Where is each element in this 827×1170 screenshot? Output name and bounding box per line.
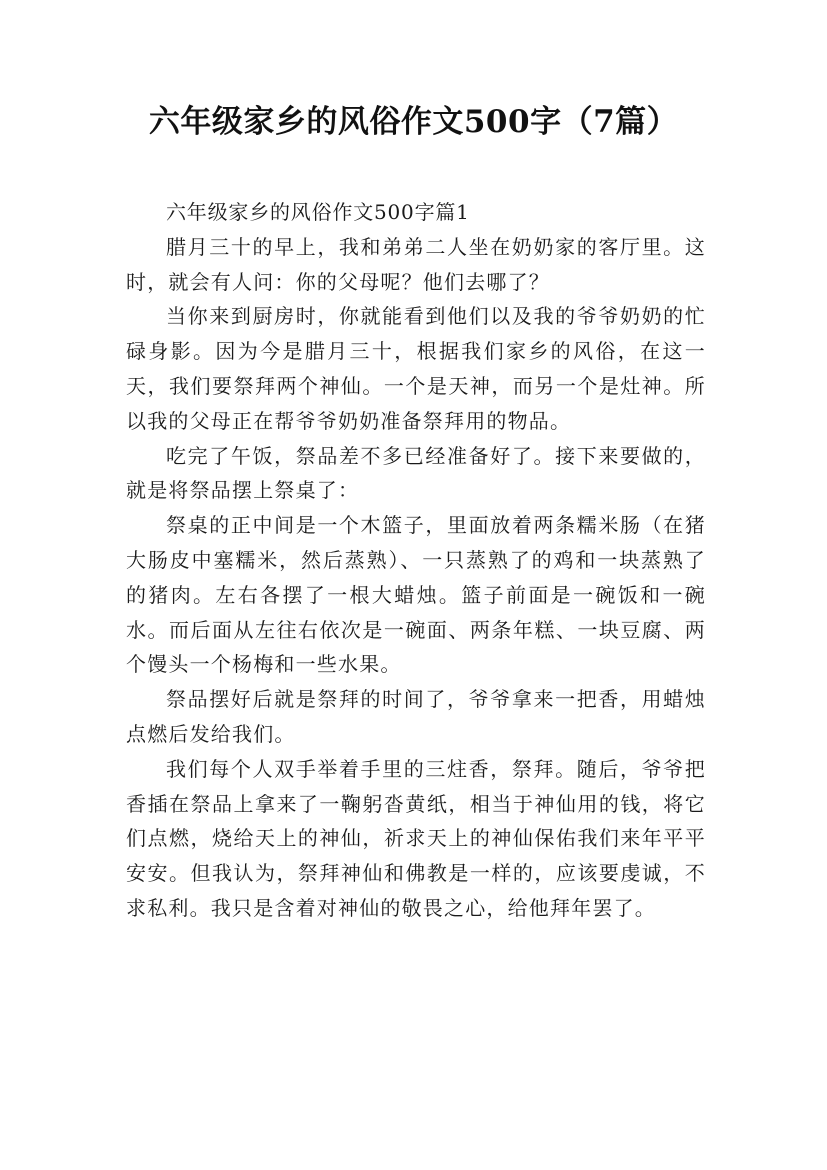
document-title: 六年级家乡的风俗作文500字（7篇）	[148, 104, 679, 140]
paragraph: 吃完了午饭，祭品差不多已经准备好了。接下来要做的，就是将祭品摆上祭桌了：	[126, 443, 706, 503]
document-body	[126, 195, 706, 926]
paragraph: 祭桌的正中间是一个木篮子，里面放着两条糯米肠（在猪大肠皮中塞糯米，然后蒸熟）、一只蒸熟了的鸡和一块蒸熟了的猪肉。左右各摆了一根大蜡烛。篮子前面是一碗饭和一碗水。而后面从左往右依次是一碗面、两条年糕、一块豆腐、两个馒头一个杨梅和一些水果。	[126, 513, 706, 677]
essay-subtitle: 六年级家乡的风俗作文500字篇1	[166, 200, 470, 224]
paragraph: 祭品摆好后就是祭拜的时间了，爷爷拿来一把香，用蜡烛点燃后发给我们。	[126, 687, 706, 746]
paragraph: 当你来到厨房时，你就能看到他们以及我的爷爷奶奶的忙碌身影。因为今是腊月三十，根据我们家乡的风俗，在这一天，我们要祭拜两个神仙。一个是天神，而另一个是灶神。所以我的父母正在帮爷爷奶奶准备祭拜用的物品。	[126, 304, 706, 433]
paragraph: 腊月三十的早上，我和弟弟二人坐在奶奶家的客厅里。这时，就会有人问：你的父母呢？他们去哪了？	[126, 234, 706, 294]
paragraph: 我们每个人双手举着手里的三炷香，祭拜。随后，爷爷把香插在祭品上拿来了一鞠躬沓黄纸，相当于神仙用的钱，将它们点燃，烧给天上的神仙，祈求天上的神仙保佑我们来年平平安安。但我认为，祭拜神仙和佛教是一样的，应该要虔诚，不求私利。我只是含着对神仙的敬畏之心，给他拜年罢了。	[126, 756, 706, 920]
